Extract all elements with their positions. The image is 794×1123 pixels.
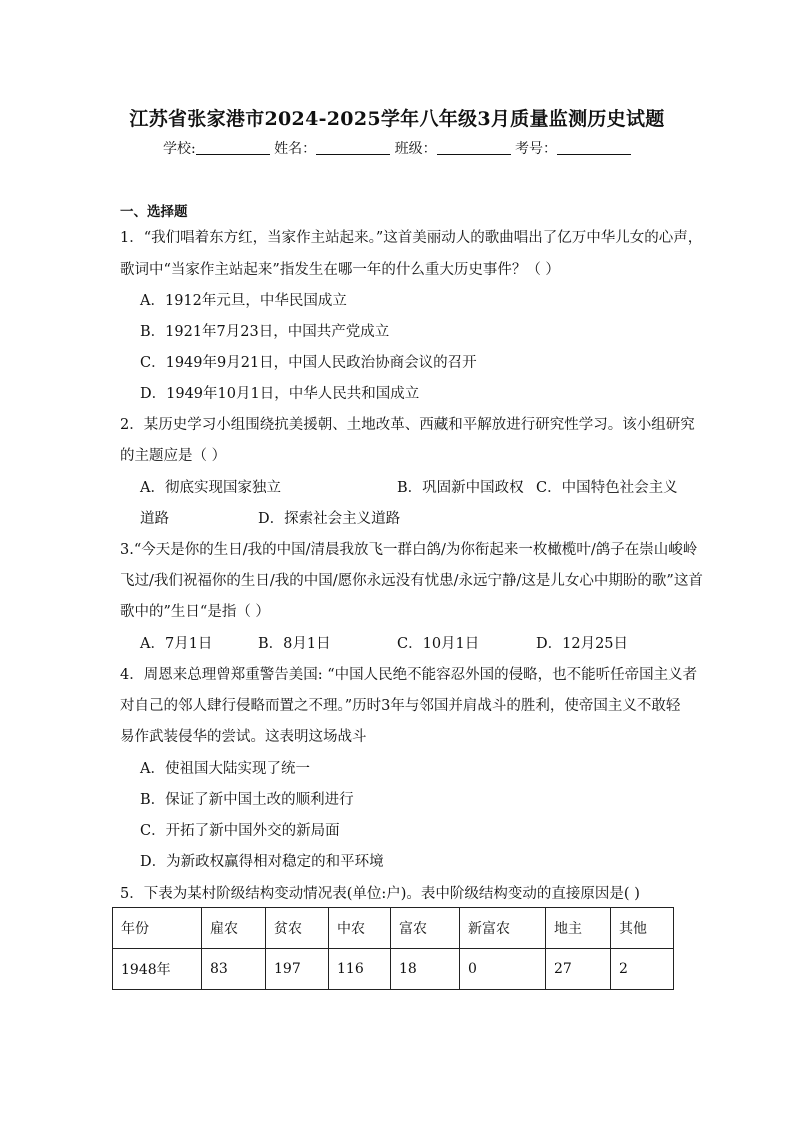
- question-3-text: 飞过/我们祝福你的生日/我的中国/愿你永远没有忧患/永远宁静/这是儿女心中期盼的歌”这首: [120, 573, 703, 589]
- table-cell: 83: [202, 949, 266, 990]
- name-label: 姓名：: [274, 141, 317, 157]
- section-heading: 一、选择题: [120, 204, 188, 220]
- question-5-text: 5．下表为某村阶级结构变动情况表(单位:户)。表中阶级结构变动的直接原因是( ): [120, 886, 640, 902]
- table-header-row: [113, 908, 674, 949]
- table-header-cell: 年份: [113, 908, 202, 949]
- question-4-text: 对自己的邻人肆行侵略而置之不理。”历时3年与邻国并肩战斗的胜利，使帝国主义不敢轻: [120, 698, 681, 714]
- table-row: [113, 949, 674, 990]
- question-4-option-c: C．开拓了新中国外交的新局面: [140, 823, 340, 839]
- table-header-cell: 贫农: [266, 908, 329, 949]
- school-blank[interactable]: [196, 140, 270, 155]
- question-4-text: 易作武装侵华的尝试。这表明这场战斗: [120, 729, 367, 745]
- table-header-cell: 中农: [329, 908, 391, 949]
- question-3-text: 歌中的”生日“是指（ ）: [120, 604, 270, 620]
- name-blank[interactable]: [316, 140, 390, 155]
- table-header-cell: 新富农: [460, 908, 546, 949]
- table-header-cell: 富农: [391, 908, 460, 949]
- exam-number-label: 考号：: [515, 141, 558, 157]
- question-1-option-c: C．1949年9月21日，中国人民政治协商会议的召开: [140, 355, 477, 371]
- question-3-option-d: D．12月25日: [536, 636, 629, 652]
- table-header-cell: 地主: [546, 908, 611, 949]
- class-label: 班级：: [394, 141, 437, 157]
- question-4-option-a: A．使祖国大陆实现了统一: [140, 761, 310, 777]
- class-blank[interactable]: [437, 140, 511, 155]
- question-4-text: 4．周恩来总理曾郑重警告美国: “中国人民绝不能容忍外国的侵略，也不能听任帝国主义者: [120, 667, 698, 683]
- table-cell: 0: [460, 949, 546, 990]
- student-info-line: [0, 138, 794, 158]
- question-3-text: 3.“今天是你的生日/我的中国/清晨我放飞一群白鸽/为你衔起来一枚橄榄叶/鸽子在崇山峻岭: [120, 542, 698, 558]
- question-3-option-a: A．7月1日: [140, 636, 213, 652]
- question-1-text: 1．“我们唱着东方红，当家作主站起来。”这首美丽动人的歌曲唱出了亿万中华儿女的心声，: [120, 230, 703, 246]
- question-2-option-b: B．巩固新中国政权: [397, 480, 524, 496]
- question-4-option-d: D．为新政权赢得相对稳定的和平环境: [140, 854, 384, 870]
- exam-number-blank[interactable]: [557, 140, 631, 155]
- question-2-option-c-continued: 道路: [140, 511, 169, 527]
- table-cell: 2: [611, 949, 674, 990]
- table-cell: 116: [329, 949, 391, 990]
- question-2-text: 2．某历史学习小组围绕抗美援朝、土地改革、西藏和平解放进行研究性学习。该小组研究: [120, 417, 695, 433]
- class-structure-table: [112, 907, 674, 990]
- table-cell: 27: [546, 949, 611, 990]
- question-2-option-c: C．中国特色社会主义: [536, 480, 678, 496]
- question-2-option-a: A．彻底实现国家独立: [140, 480, 281, 496]
- question-2-option-d: D．探索社会主义道路: [258, 511, 401, 527]
- table-header-cell: 雇农: [202, 908, 266, 949]
- exam-title: 江苏省张家港市2024-2025学年八年级3月质量监测历史试题: [129, 108, 665, 130]
- table-cell: 18: [391, 949, 460, 990]
- question-1-option-a: A．1912年元旦，中华民国成立: [140, 293, 347, 309]
- question-4-option-b: B．保证了新中国土改的顺利进行: [140, 792, 354, 808]
- question-1-option-d: D．1949年10月1日，中华人民共和国成立: [140, 386, 420, 402]
- question-2-text: 的主题应是（ ）: [120, 448, 227, 464]
- table-header-cell: 其他: [611, 908, 674, 949]
- question-1-option-b: B．1921年7月23日，中国共产党成立: [140, 324, 390, 340]
- table-cell: 1948年: [113, 949, 202, 990]
- question-3-option-c: C．10月1日: [397, 636, 480, 652]
- question-1-text: 歌词中“当家作主站起来”指发生在哪一年的什么重大历史事件？（ ）: [120, 262, 560, 278]
- table-cell: 197: [266, 949, 329, 990]
- question-3-option-b: B．8月1日: [258, 636, 331, 652]
- school-label: 学校:: [162, 141, 196, 157]
